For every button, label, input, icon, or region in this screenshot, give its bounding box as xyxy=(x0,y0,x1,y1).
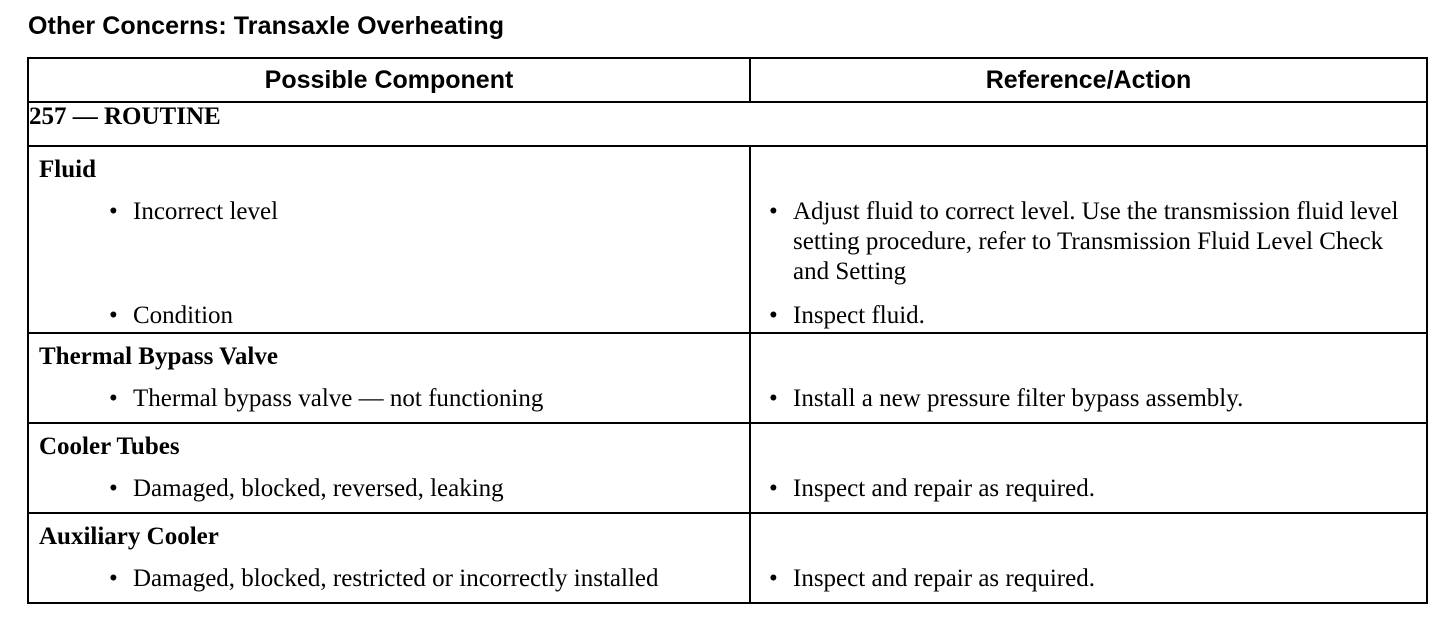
component-cell xyxy=(28,423,750,513)
list-item xyxy=(751,183,1426,287)
action-cell xyxy=(750,333,1427,423)
component-cell xyxy=(28,146,750,333)
list-item xyxy=(751,370,1426,422)
list-item xyxy=(29,370,749,422)
bullet-icon: • xyxy=(109,385,118,412)
table-row xyxy=(28,513,1427,603)
bullet-icon: • xyxy=(769,198,778,225)
bullet-icon: • xyxy=(769,565,778,592)
routine-row xyxy=(28,102,1427,146)
action-cell xyxy=(750,146,1427,333)
list-item xyxy=(751,550,1426,602)
action-text: Inspect and repair as required. xyxy=(793,475,1095,502)
component-cell xyxy=(28,333,750,423)
action-cell xyxy=(750,513,1427,603)
list-item xyxy=(29,183,749,287)
diagnostic-table xyxy=(27,57,1428,604)
action-text: Adjust fluid to correct level. Use the transmission fluid level setting procedure, refer to Transmission Fluid Level Check and Setting xyxy=(793,198,1399,285)
action-text: Inspect and repair as required. xyxy=(793,565,1095,592)
component-text: Damaged, blocked, restricted or incorrectly installed xyxy=(133,565,659,592)
column-header-component: Possible Component xyxy=(28,58,750,102)
component-text: Condition xyxy=(133,302,234,329)
column-header-action: Reference/Action xyxy=(750,58,1427,102)
bullet-icon: • xyxy=(109,475,118,502)
action-cell xyxy=(750,423,1427,513)
action-text: Install a new pressure filter bypass assembly. xyxy=(793,385,1244,412)
bullet-icon: • xyxy=(769,302,778,329)
component-text: Damaged, blocked, reversed, leaking xyxy=(133,475,504,502)
list-item xyxy=(29,287,749,332)
routine-label: 257 — ROUTINE xyxy=(28,102,1427,146)
table-row xyxy=(28,333,1427,423)
bullet-icon: • xyxy=(769,385,778,412)
list-item xyxy=(751,460,1426,512)
action-text: Inspect fluid. xyxy=(793,302,925,329)
table-header-row xyxy=(28,58,1427,102)
bullet-icon: • xyxy=(109,565,118,592)
component-cell xyxy=(28,513,750,603)
section-title: Cooler Tubes xyxy=(39,433,180,460)
component-text: Incorrect level xyxy=(133,198,279,225)
section-title: Auxiliary Cooler xyxy=(39,523,219,550)
bullet-icon: • xyxy=(109,302,118,329)
table-row xyxy=(28,146,1427,333)
page-title: Other Concerns: Transaxle Overheating xyxy=(28,12,505,40)
list-item xyxy=(29,460,749,512)
section-title: Fluid xyxy=(39,156,96,183)
list-item xyxy=(29,550,749,602)
section-title: Thermal Bypass Valve xyxy=(39,343,278,370)
list-item xyxy=(751,287,1426,332)
component-text: Thermal bypass valve — not functioning xyxy=(133,385,544,412)
bullet-icon: • xyxy=(109,198,118,225)
table-row xyxy=(28,423,1427,513)
bullet-icon: • xyxy=(769,475,778,502)
